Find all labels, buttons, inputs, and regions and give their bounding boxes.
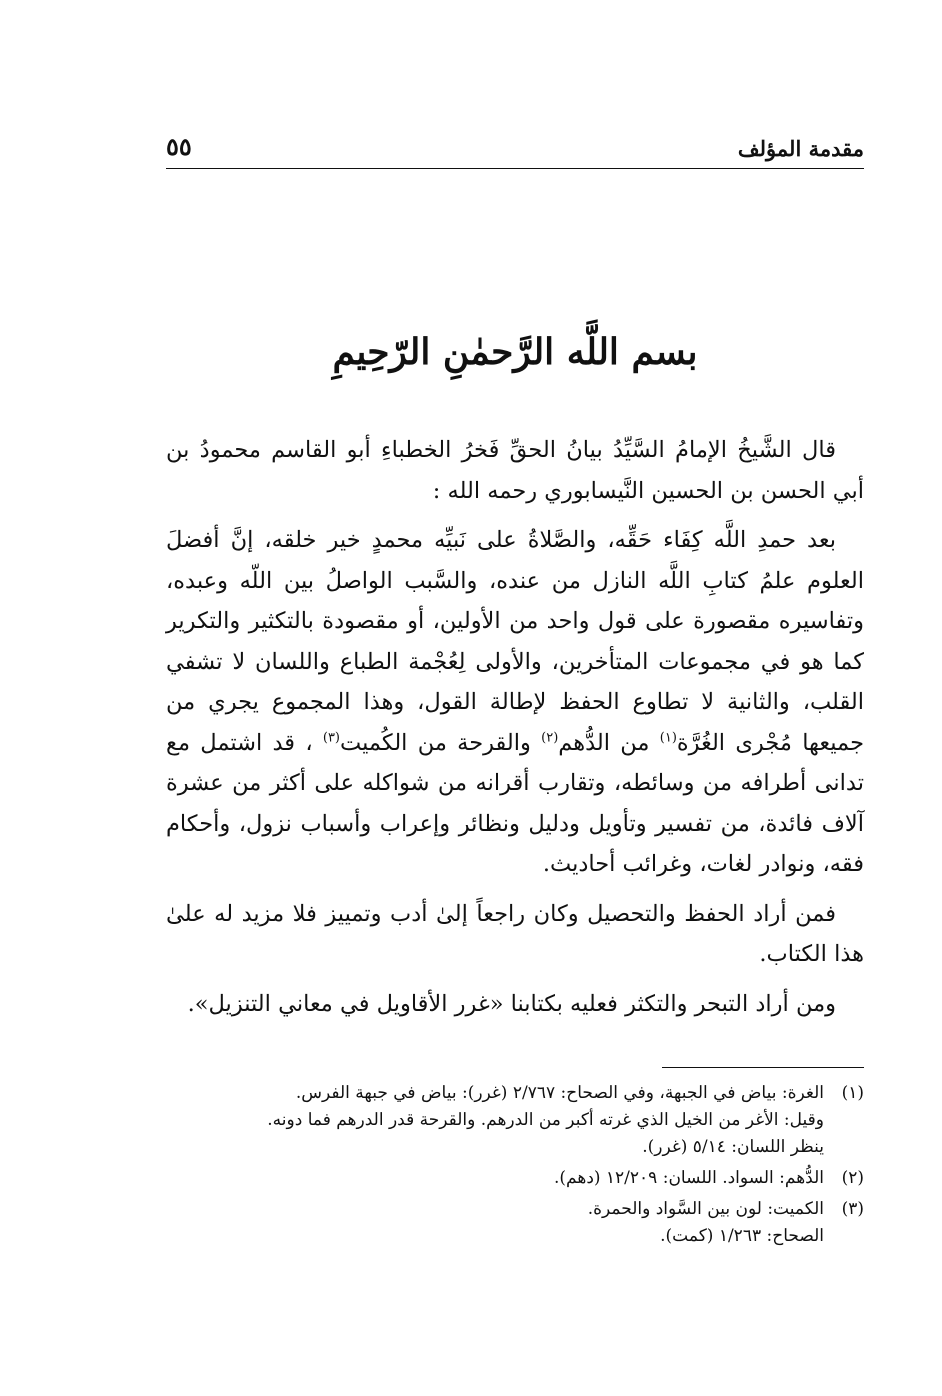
footnote-line: الدُّهم: السواد. اللسان: ١٢/٢٠٩ (دهم). (554, 1168, 824, 1188)
footnote-line: وقيل: الأغر من الخيل الذي غرته أكبر من الدرهم. والقرحة قدر الدرهم فما دونه. (267, 1110, 824, 1130)
paragraph-text: بعد حمدِ اللَّه كِفَاء حَقِّه، والصَّلاةُ على نَبيِّه محمدٍ خير خلقه، إنَّ أفضلَ العلوم علمُ كتابِ اللَّه النازل من عنده، والسَّبب الواصلُ بين اللّه وعبده، وتفاسيره مقصورة على قول واحد من الأولين، أو مقصودة بالتكثير والتكرير كما هو في مجموعات المتأخرين، والأولى لِعُجْمة الطباع واللسان لا تشفي القلب، والثانية لا تطاوع الحفظ لإطالة القول، وهذا المجموع يجري من جميعها مُجْرى الغُرَّة (166, 527, 864, 756)
footnote-2 (166, 1165, 864, 1192)
paragraph-text: من الدُّهم (558, 729, 660, 756)
footnote-ref-3: (٣) (322, 730, 340, 745)
header-divider (166, 168, 864, 169)
paragraph-text: ، قد اشتمل مع تدانى أطرافه من وسائطه، وتقارب أقرانه من شواكله على أكثر من عشرة آلاف فائدة، من تفسير وتأويل ودليل ونظائر وإعراب وأسباب نزول، وأحكام فقه، ونوادر لغات، وغرائب أحاديث. (166, 729, 864, 877)
footnote-line: الصحاح: ١/٢٦٣ (كمت). (660, 1226, 824, 1246)
footnote-divider (662, 1067, 864, 1068)
footnote-line: الغرة: بياض في الجبهة، وفي الصحاح: ٢/٧٦٧ (غرر): بياض في جبهة الفرس. (295, 1083, 824, 1103)
footnote-body (166, 1080, 824, 1161)
footnotes (166, 1080, 864, 1254)
basmala-heading: بسم اللَّه الرَّحمٰنِ الرّحِيمِ (332, 331, 698, 373)
footnote-number: (٢) (841, 1168, 864, 1188)
footnote-line: ينظر اللسان: ٥/١٤ (غرر). (642, 1137, 824, 1157)
paragraph-memorization: فمن أراد الحفظ والتحصيل وكان راجعاً إلىٰ أدب وتمييز فلا مزيد له علىٰ هذا الكتاب. (166, 900, 864, 967)
paragraph-text: والقرحة من الكُميت (340, 729, 542, 756)
paragraph-preface (166, 520, 864, 885)
footnote-3 (166, 1196, 864, 1250)
footnote-body (166, 1196, 824, 1250)
section-title: مقدمة المؤلف (737, 136, 864, 161)
footnote-line: الكميت: لون بين السَّواد والحمرة. (587, 1199, 824, 1219)
paragraph-intro: قال الشَّيخُ الإمامُ السَّيِّدُ بيانُ الحقِّ فَخرُ الخطباءِ أبو القاسم محمودُ بن أبي الحسن بن الحسين النَّيسابوري رحمه الله : (166, 437, 864, 504)
footnote-body (166, 1165, 824, 1192)
footnote-1 (166, 1080, 864, 1161)
paragraph-expansion: ومن أراد التبحر والتكثر فعليه بكتابنا «غرر الأقاويل في معاني التنزيل». (187, 990, 836, 1017)
main-text (166, 430, 864, 1033)
footnote-ref-2: (٢) (541, 730, 559, 745)
footnote-number: (١) (841, 1083, 864, 1103)
footnote-number: (٣) (841, 1199, 864, 1219)
page-number: ٥٥ (166, 132, 192, 161)
footnote-ref-1: (١) (659, 730, 677, 745)
running-header (166, 128, 864, 168)
